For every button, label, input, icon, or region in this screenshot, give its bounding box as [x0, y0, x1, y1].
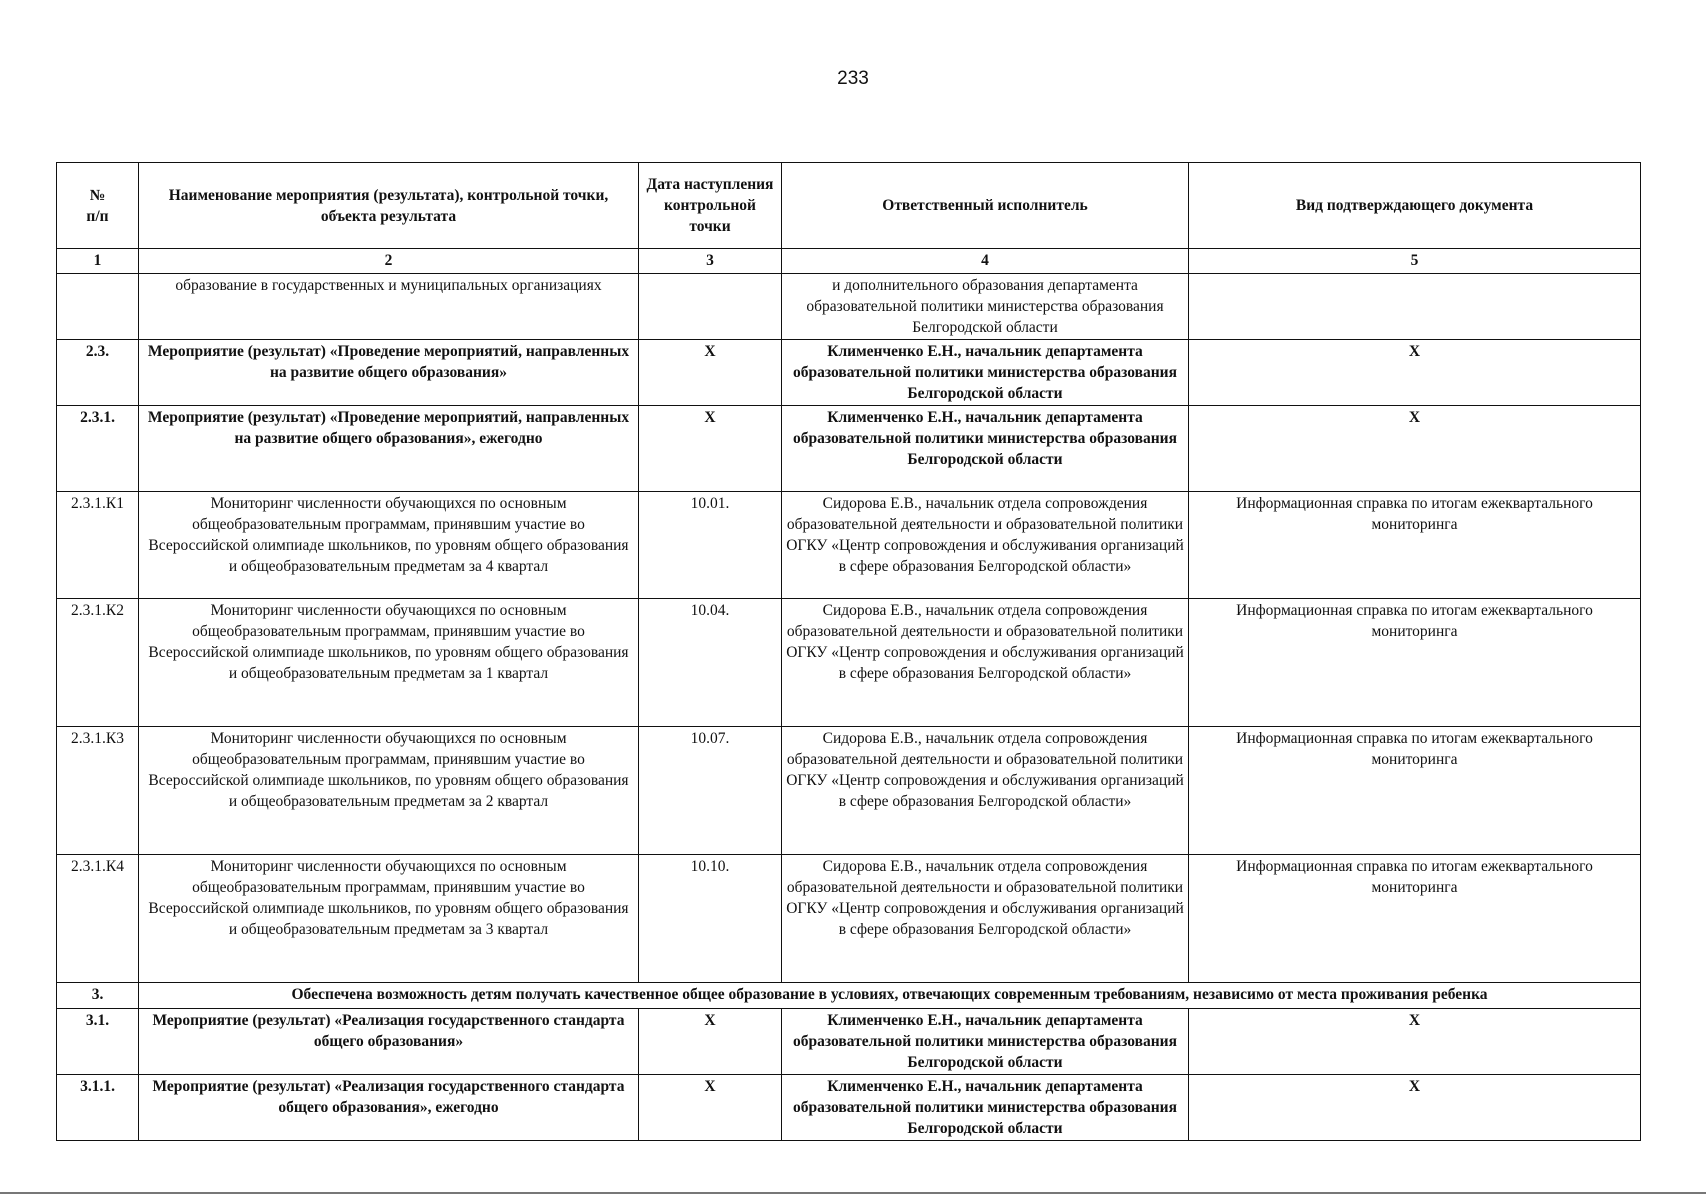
events-table: [56, 162, 1641, 1141]
row-name: Мониторинг численности обучающихся по основным общеобразовательным программам, принявшим участие во Всероссийской олимпиаде школьников, по уровням общего образования и общеобразовательным предметам за 4 квартал: [139, 492, 639, 599]
row-number: 3.1.1.: [57, 1075, 139, 1141]
row-executor: Клименченко Е.Н., начальник департамента образовательной политики министерства образования Белгородской области: [782, 1009, 1189, 1075]
row-number: 3.1.: [57, 1009, 139, 1075]
header-name: Наименование мероприятия (результата), контрольной точки, объекта результата: [139, 163, 639, 249]
row-executor: и дополнительного образования департамента образовательной политики министерства образования Белгородской области: [782, 274, 1189, 340]
table-row: [57, 1009, 1641, 1075]
row-document: X: [1189, 1009, 1641, 1075]
row-executor: Сидорова Е.В., начальник отдела сопровождения образовательной деятельности и образовательной политики ОГКУ «Центр сопровождения и обслуживания организаций в сфере образования Белгородской области»: [782, 727, 1189, 855]
row-date: 10.01.: [639, 492, 782, 599]
table-row: [57, 406, 1641, 492]
row-name: образование в государственных и муниципальных организациях: [139, 274, 639, 340]
row-document: [1189, 274, 1641, 340]
row-date: 10.04.: [639, 599, 782, 727]
row-document: X: [1189, 340, 1641, 406]
row-document: X: [1189, 406, 1641, 492]
row-document: X: [1189, 1075, 1641, 1141]
column-number: 3: [639, 249, 782, 274]
header-number: № п/п: [57, 163, 139, 249]
table-row: [57, 274, 1641, 340]
row-name: Мероприятие (результат) «Реализация государственного стандарта общего образования»: [139, 1009, 639, 1075]
column-number: 1: [57, 249, 139, 274]
table-row: [57, 855, 1641, 983]
row-number: 2.3.1.К3: [57, 727, 139, 855]
row-date: 10.07.: [639, 727, 782, 855]
row-number: 2.3.1.К4: [57, 855, 139, 983]
row-executor: Клименченко Е.Н., начальник департамента образовательной политики министерства образования Белгородской области: [782, 406, 1189, 492]
row-document: Информационная справка по итогам ежеквартального мониторинга: [1189, 492, 1641, 599]
row-number: 2.3.1.К1: [57, 492, 139, 599]
row-number: 2.3.1.: [57, 406, 139, 492]
row-executor: Сидорова Е.В., начальник отдела сопровождения образовательной деятельности и образовательной политики ОГКУ «Центр сопровождения и обслуживания организаций в сфере образования Белгородской области»: [782, 599, 1189, 727]
row-executor: Сидорова Е.В., начальник отдела сопровождения образовательной деятельности и образовательной политики ОГКУ «Центр сопровождения и обслуживания организаций в сфере образования Белгородской области»: [782, 492, 1189, 599]
header-document: Вид подтверждающего документа: [1189, 163, 1641, 249]
table-row: [57, 1075, 1641, 1141]
row-number: 2.3.: [57, 340, 139, 406]
table-row: [57, 727, 1641, 855]
column-number: 4: [782, 249, 1189, 274]
column-number-row: [57, 249, 1641, 274]
row-date: X: [639, 340, 782, 406]
row-executor: Клименченко Е.Н., начальник департамента образовательной политики министерства образования Белгородской области: [782, 340, 1189, 406]
row-document: Информационная справка по итогам ежеквартального мониторинга: [1189, 727, 1641, 855]
row-document: Информационная справка по итогам ежеквартального мониторинга: [1189, 599, 1641, 727]
row-date: X: [639, 1009, 782, 1075]
row-name: Мероприятие (результат) «Реализация государственного стандарта общего образования», ежегодно: [139, 1075, 639, 1141]
row-date: [639, 274, 782, 340]
row-name: Мониторинг численности обучающихся по основным общеобразовательным программам, принявшим участие во Всероссийской олимпиаде школьников, по уровням общего образования и общеобразовательным предметам за 2 квартал: [139, 727, 639, 855]
scan-edge-line: [0, 1192, 1706, 1194]
column-number: 2: [139, 249, 639, 274]
table-row: [57, 340, 1641, 406]
column-number: 5: [1189, 249, 1641, 274]
row-name: Мониторинг численности обучающихся по основным общеобразовательным программам, принявшим участие во Всероссийской олимпиаде школьников, по уровням общего образования и общеобразовательным предметам за 1 квартал: [139, 599, 639, 727]
page-number: 233: [837, 68, 869, 89]
row-name: Мероприятие (результат) «Проведение мероприятий, направленных на развитие общего образования», ежегодно: [139, 406, 639, 492]
row-document: Информационная справка по итогам ежеквартального мониторинга: [1189, 855, 1641, 983]
header-date: Дата наступления контрольной точки: [639, 163, 782, 249]
section-row: [57, 983, 1641, 1009]
table-header-row: [57, 163, 1641, 249]
header-executor: Ответственный исполнитель: [782, 163, 1189, 249]
row-executor: Сидорова Е.В., начальник отдела сопровождения образовательной деятельности и образовательной политики ОГКУ «Центр сопровождения и обслуживания организаций в сфере образования Белгородской области»: [782, 855, 1189, 983]
row-name: Мероприятие (результат) «Проведение мероприятий, направленных на развитие общего образования»: [139, 340, 639, 406]
section-title: Обеспечена возможность детям получать качественное общее образование в условиях, отвечающих современным требованиям, независимо от места проживания ребенка: [139, 983, 1641, 1009]
row-number: [57, 274, 139, 340]
row-date: 10.10.: [639, 855, 782, 983]
row-date: X: [639, 1075, 782, 1141]
row-number: 2.3.1.К2: [57, 599, 139, 727]
section-number: 3.: [57, 983, 139, 1009]
table-row: [57, 599, 1641, 727]
row-date: X: [639, 406, 782, 492]
table-row: [57, 492, 1641, 599]
row-executor: Клименченко Е.Н., начальник департамента образовательной политики министерства образования Белгородской области: [782, 1075, 1189, 1141]
row-name: Мониторинг численности обучающихся по основным общеобразовательным программам, принявшим участие во Всероссийской олимпиаде школьников, по уровням общего образования и общеобразовательным предметам за 3 квартал: [139, 855, 639, 983]
